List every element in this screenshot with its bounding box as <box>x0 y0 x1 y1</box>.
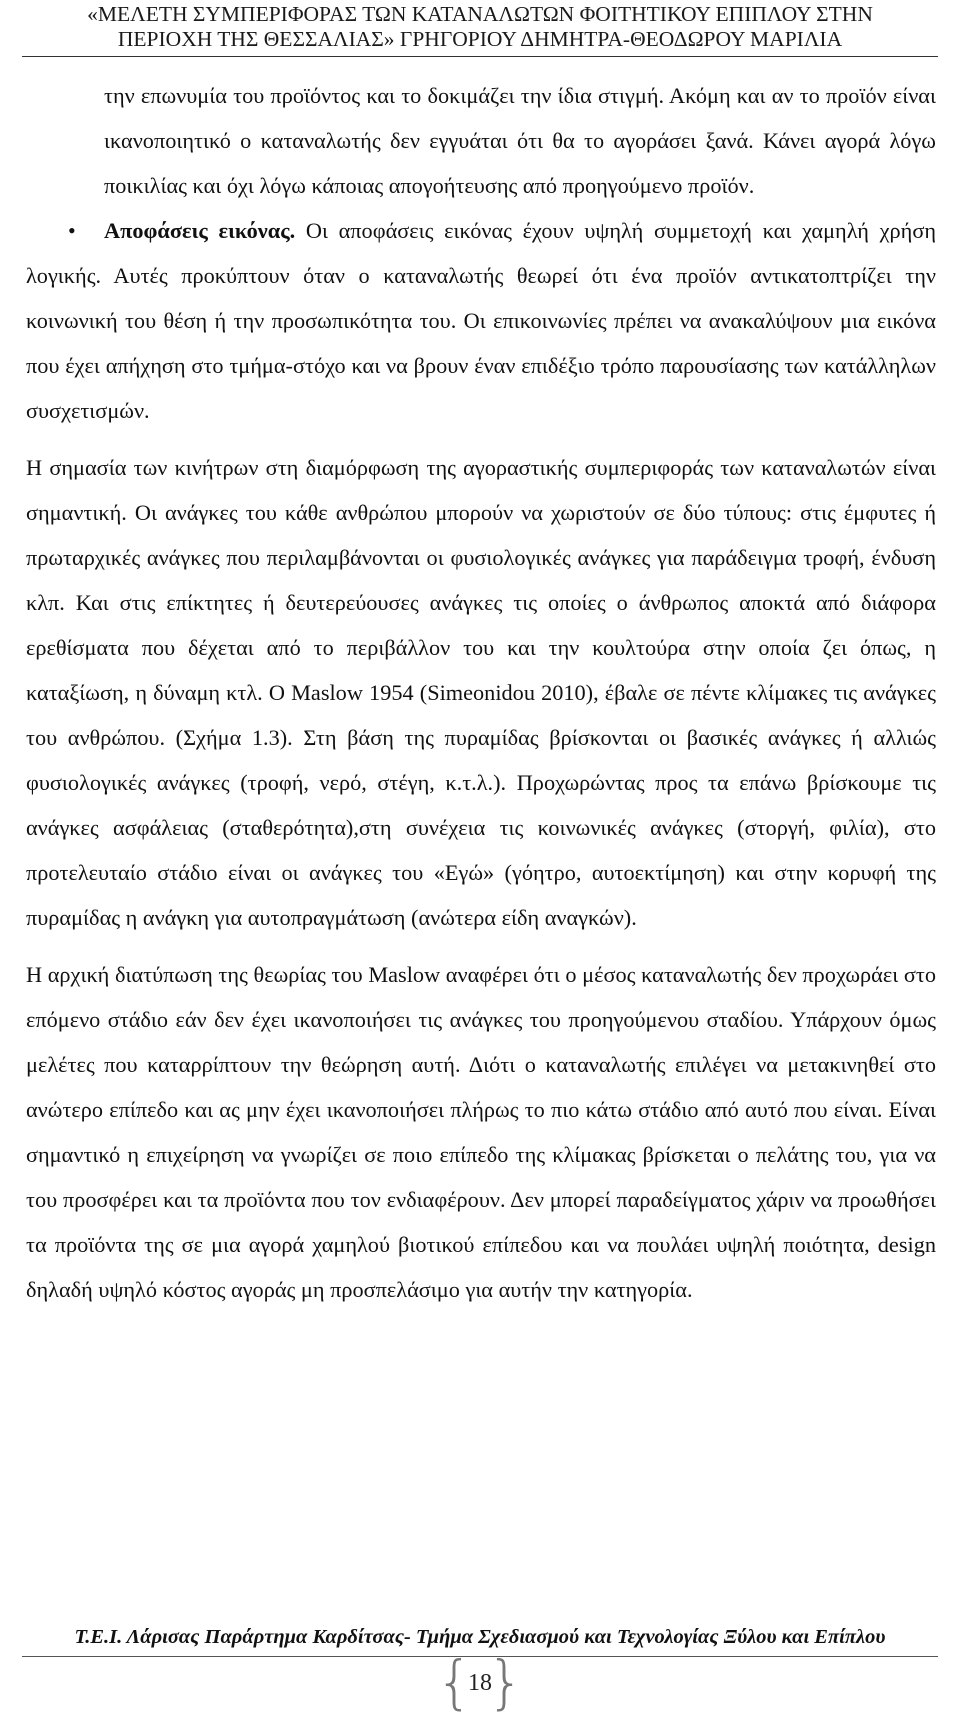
header-line-2: ΠΕΡΙΟΧΗ ΤΗΣ ΘΕΣΣΑΛΙΑΣ» ΓΡΗΓΟΡΙΟΥ ΔΗΜΗΤΡΑ-ΘΕΟΔΩΡΟΥ ΜΑΡΙΛΙΑ <box>117 27 843 51</box>
left-brace-icon: { <box>436 1648 473 1716</box>
body-text <box>26 73 936 1312</box>
right-brace-icon: } <box>487 1648 524 1716</box>
footer-institution: Τ.Ε.Ι. Λάρισας Παράρτημα Καρδίτσας- Τμήμα Σχεδιασμού και Τεχνολογίας Ξύλου και Επίπλου <box>74 1626 886 1648</box>
maslow-paragraph: Η αρχική διατύπωση της θεωρίας του Maslow αναφέρει ότι ο μέσος καταναλωτής δεν προχωράει στο επόμενο στάδιο εάν δεν έχει ικανοποιήσει τις ανάγκες του προηγούμενου σταδίου. Υπάρχουν όμως μελέτες που καταρρίπτουν την θεώρηση αυτή. Διότι ο καταναλωτής επιλέγει να μετακινηθεί στο ανώτερο επίπεδο και ας μην έχει ικανοποιήσει πλήρως το πιο κάτω στάδιο από αυτό που είναι. Είναι σημαντικό η επιχείρηση να γνωρίζει σε ποιο επίπεδο της κλίμακας βρίσκεται ο πελάτης του, για να του προσφέρει και τα προϊόντα που τον ενδιαφέρουν. Δεν μπορεί παραδείγματος χάριν να προωθήσει τα προϊόντα της σε μια αγορά χαμηλού βιοτικού επίπεδου και να πουλάει υψηλή ποιότητα, design δηλαδή υψηλό κόστος αγοράς μη προσπελάσιμο για αυτήν την κατηγορία. <box>26 962 936 1302</box>
bullet-dot-icon: • <box>68 218 76 243</box>
continuation-paragraph: την επωνυμία του προϊόντος και το δοκιμάζει την ίδια στιγμή. Ακόμη και αν το προϊόν είναι ικανοποιητικό ο καταναλωτής δεν εγγυάται ότι θα το αγοράσει ξανά. Κάνει αγορά λόγω ποικιλίας και όχι λόγω κάποιας απογοήτευσης από προηγούμενο προϊόν. <box>104 83 936 198</box>
bullet-image-decisions <box>26 208 936 433</box>
header-line-1: «ΜΕΛΕΤΗ ΣΥΜΠΕΡΙΦΟΡΑΣ ΤΩΝ ΚΑΤΑΝΑΛΩΤΩΝ ΦΟΙΤΗΤΙΚΟΥ ΕΠΙΠΛΟΥ ΣΤΗΝ <box>87 2 873 26</box>
bullet-text: Οι αποφάσεις εικόνας έχουν υψηλή συμμετοχή και χαμηλή χρήση λογικής. Αυτές προκύπτουν όταν ο καταναλωτής θεωρεί ότι ένα προϊόν αντικατοπτρίζει την κοινωνική του θέση ή την προσωπικότητα του. Οι επικοινωνίες πρέπει να ανακαλύψουν μια εικόνα που έχει απήχηση στο τμήμα-στόχο και να βρουν έναν επιδέξιο τρόπο παρουσίασης των κατάλληλων συσχετισμών. <box>26 218 936 423</box>
bullet-title: Αποφάσεις εικόνας. <box>104 218 296 243</box>
page-number: 18 <box>468 1670 492 1696</box>
running-header <box>0 2 960 52</box>
paragraph-spacer <box>26 433 936 445</box>
motivation-paragraph: Η σημασία των κινήτρων στη διαμόρφωση της αγοραστικής συμπεριφοράς των καταναλωτών είναι σημαντική. Οι ανάγκες του κάθε ανθρώπου μπορούν να χωριστούν σε δύο τύπους: στις έμφυτες ή πρωταρχικές ανάγκες που περιλαμβάνονται οι φυσιολογικές ανάγκες για παράδειγμα τροφή, ένδυση κλπ. Και στις επίκτητες ή δευτερεύουσες ανάγκες τις οποίες ο άνθρωπος αποκτά από διάφορα ερεθίσματα που δέχεται από το περιβάλλον του και την κουλτούρα στην οποία ζει όπως, η καταξίωση, η δύναμη κτλ. Ο Maslow 1954 (Simeonidou 2010), έβαλε σε πέντε κλίμακες τις ανάγκες του ανθρώπου. (Σχήμα 1.3). Στη βάση της πυραμίδας βρίσκονται οι βασικές ανάγκες ή αλλιώς φυσιολογικές ανάγκες (τροφή, νερό, στέγη, κ.τ.λ.). Προχωρώντας προς τα επάνω βρίσκουμε τις ανάγκες ασφάλειας (σταθερότητα),στη συνέχεια τις κοινωνικές ανάγκες (στοργή, φιλία), στο προτελευταίο στάδιο είναι οι ανάγκες του «Εγώ» (γόητρο, αυτοεκτίμηση) και στην κορυφή της πυραμίδας η ανάγκη για αυτοπραγμάτωση (ανώτερα είδη αναγκών). <box>26 455 936 930</box>
header-divider <box>22 56 938 57</box>
page-number-box <box>436 1648 524 1716</box>
paragraph-spacer <box>26 940 936 952</box>
